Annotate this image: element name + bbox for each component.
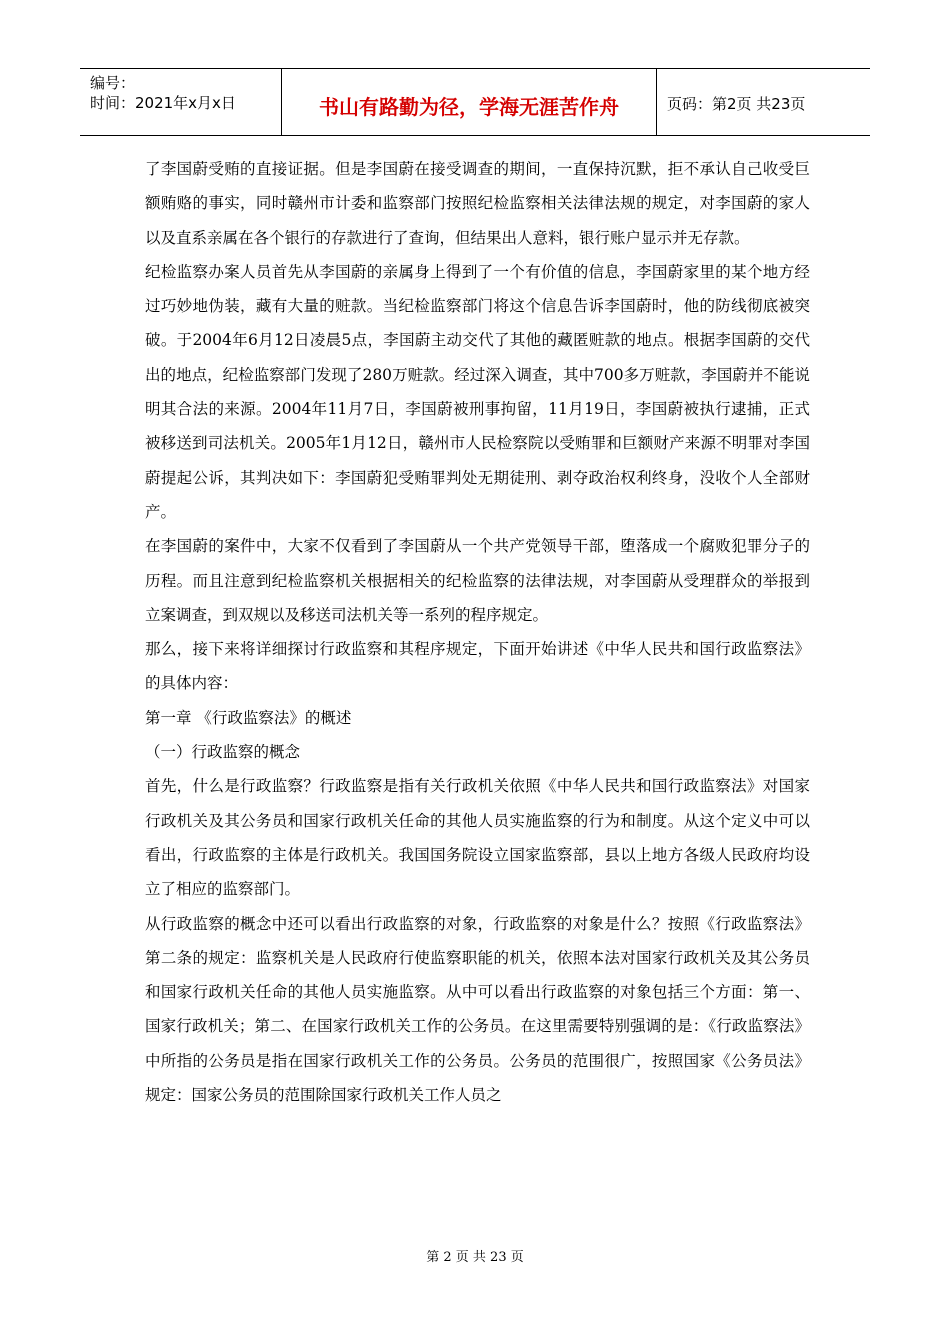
page-footer: 第 2 页 共 23 页 (426, 1250, 524, 1265)
paragraph: 了李国蔚受贿的直接证据。但是李国蔚在接受调查的期间，一直保持沉默，拒不承认自己收受巨额贿赂的事实，同时赣州市计委和监察部门按照纪检监察相关法律法规的规定，对李国蔚的家人以及直系亲属在各个银行的存款进行了查询，但结果出人意料，银行账户显示并无存款。 (145, 160, 810, 247)
paragraph: 在李国蔚的案件中，大家不仅看到了李国蔚从一个共产党领导干部，堕落成一个腐败犯罪分子的历程。而且注意到纪检监察机关根据相关的纪检监察的法律法规，对李国蔚从受理群众的举报到立案调查，到双规以及移送司法机关等一系列的程序规定。 (145, 537, 810, 624)
header-meta-cell (80, 69, 282, 135)
paragraph: 首先，什么是行政监察？行政监察是指有关行政机关依照《中华人民共和国行政监察法》对国家行政机关及其公务员和国家行政机关任命的其他人员实施监察的行为和制度。从这个定义中可以看出，行政监察的主体是行政机关。我国国务院设立国家监察部，县以上地方各级人民政府均设立了相应的监察部门。 (145, 777, 810, 899)
header-motto-cell (282, 69, 657, 135)
section-heading: （一）行政监察的概念 (145, 743, 301, 762)
document-body (145, 152, 810, 1112)
document-number: 编号： (90, 74, 136, 92)
paragraph: 纪检监察办案人员首先从李国蔚的亲属身上得到了一个有价值的信息，李国蔚家里的某个地方经过巧妙地伪装，藏有大量的赃款。当纪检监察部门将这个信息告诉李国蔚时，他的防线彻底被突破。于2004年6月12日凌晨5点，李国蔚主动交代了其他的藏匿赃款的地点。根据李国蔚的交代出的地点，纪检监察部门发现了280万赃款。经过深入调查，其中700多万赃款，李国蔚并不能说明其合法的来源。2004年11月7日，李国蔚被刑事拘留，11月19日，李国蔚被执行逮捕，正式被移送到司法机关。2005年1月12日，赣州市人民检察院以受贿罪和巨额财产来源不明罪对李国蔚提起公诉，其判决如下：李国蔚犯受贿罪判处无期徒刑、剥夺政治权利终身，没收个人全部财产。 (145, 262, 810, 521)
header-motto: 书山有路勤为径，学海无涯苦作舟 (319, 94, 619, 119)
paragraph: 从行政监察的概念中还可以看出行政监察的对象，行政监察的对象是什么？按照《行政监察法》第二条的规定：监察机关是人民政府行使监察职能的机关，依照本法对国家行政机关及其公务员和国家行政机关任命的其他人员实施监察。从中可以看出行政监察的对象包括三个方面：第一、国家行政机关；第二、在国家行政机关工作的公务员。在这里需要特别强调的是：《行政监察法》中所指的公务员是指在国家行政机关工作的公务员。公务员的范围很广，按照国家《公务员法》规定：国家公务员的范围除国家行政机关工作人员之 (145, 914, 810, 1105)
header-page-cell (657, 69, 870, 135)
document-date: 时间：2021年x月x日 (90, 94, 236, 112)
paragraph: 那么，接下来将详细探讨行政监察和其程序规定，下面开始讲述《中华人民共和国行政监察法》的具体内容： (145, 640, 810, 693)
header-table (80, 68, 870, 136)
chapter-heading: 第一章 《行政监察法》的概述 (145, 708, 352, 727)
header-page-number: 页码：第2页 共23页 (667, 94, 806, 113)
